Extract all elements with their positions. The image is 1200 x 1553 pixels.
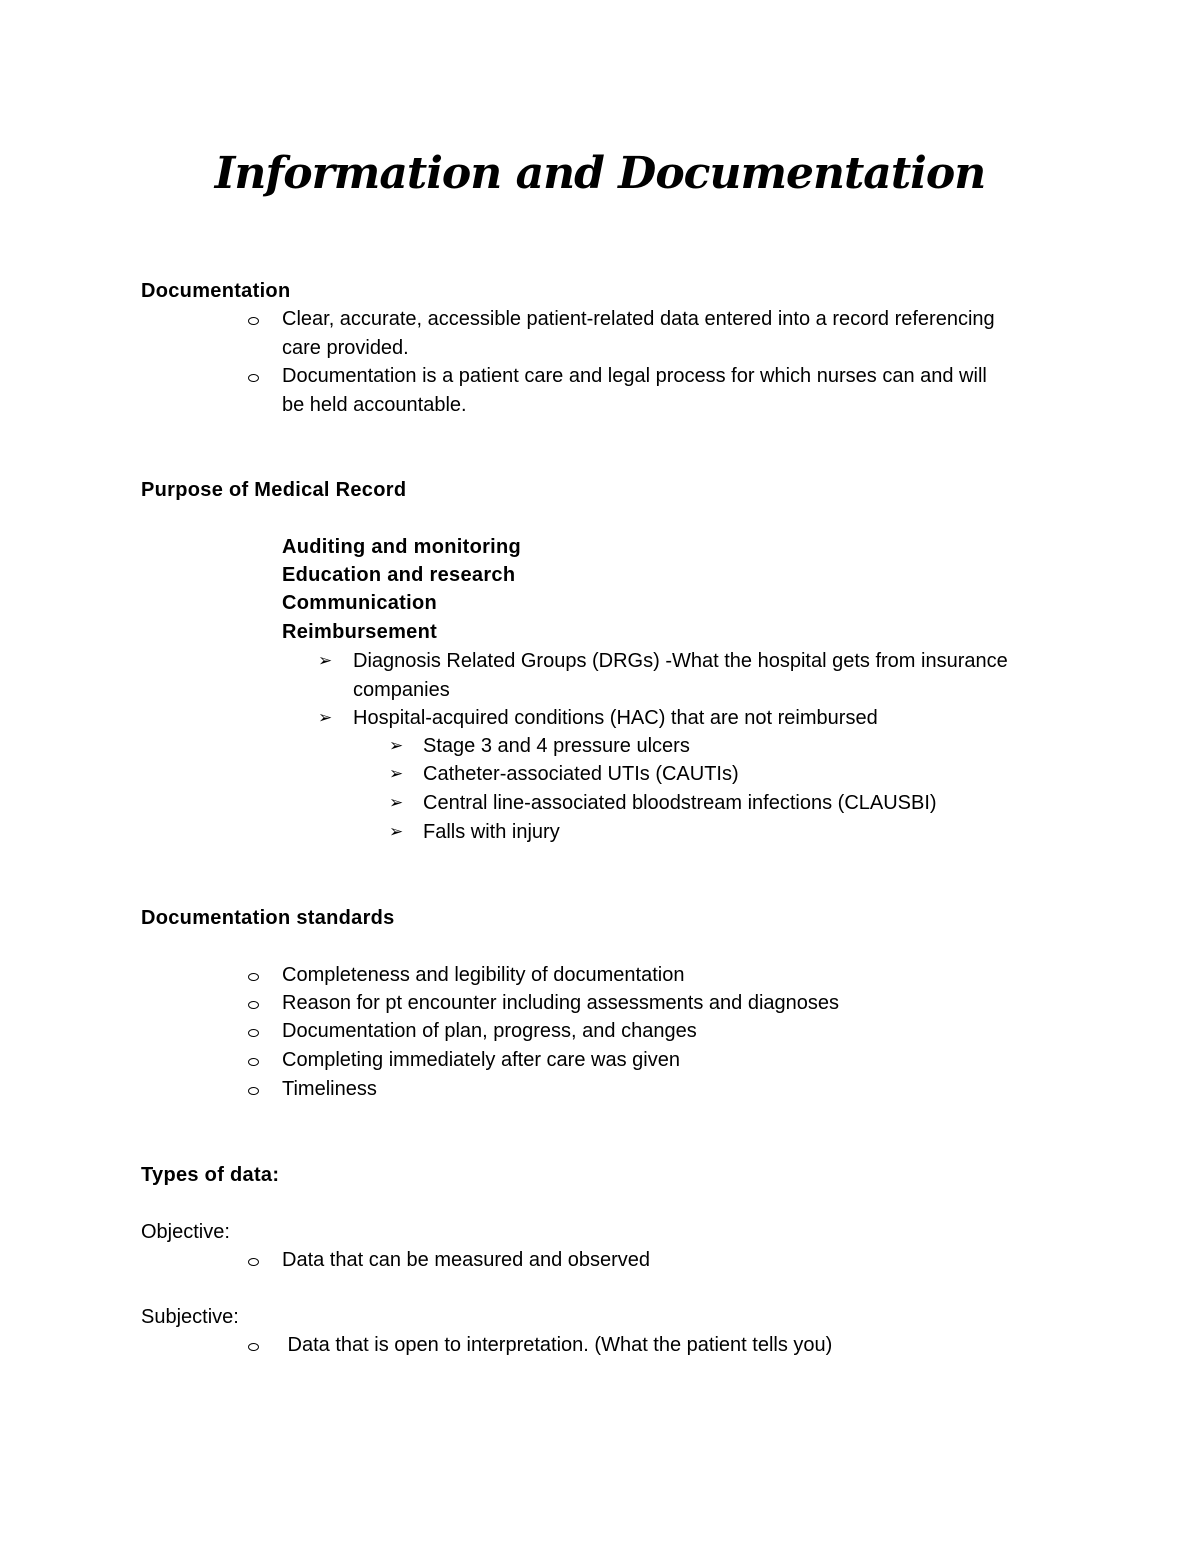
arrow-bullet-icon: ➢ bbox=[318, 651, 333, 670]
list-item bbox=[0, 305, 1200, 365]
list-item-text: Diagnosis Related Groups (DRGs) -What the hospital gets from insurance bbox=[353, 650, 1008, 672]
heading-types-of-data: Types of data: bbox=[141, 1164, 280, 1186]
arrow-bullet-icon: ➢ bbox=[318, 708, 333, 727]
list-item-text: Completeness and legibility of documentation bbox=[282, 964, 685, 986]
purpose-item-reimbursement: Reimbursement bbox=[282, 621, 438, 643]
list-item-text: Documentation of plan, progress, and changes bbox=[282, 1020, 697, 1042]
list-item bbox=[0, 1075, 1200, 1104]
list-item-text: Timeliness bbox=[282, 1078, 377, 1100]
list-item-text: Central line-associated bloodstream infections (CLAUSBI) bbox=[423, 792, 937, 814]
list-item bbox=[0, 789, 1200, 818]
list-item-text-continued: companies bbox=[353, 679, 450, 701]
list-item-text: Completing immediately after care was given bbox=[282, 1049, 680, 1071]
hollow-bullet-icon bbox=[248, 317, 259, 325]
purpose-item-auditing: Auditing and monitoring bbox=[282, 536, 522, 558]
hollow-bullet-icon bbox=[248, 374, 259, 382]
list-item bbox=[0, 1246, 1200, 1275]
hollow-bullet-icon bbox=[248, 1058, 259, 1066]
purpose-item-education: Education and research bbox=[282, 564, 516, 586]
arrow-bullet-icon: ➢ bbox=[389, 764, 404, 783]
hollow-bullet-icon bbox=[248, 1001, 259, 1009]
objective-label: Objective: bbox=[141, 1221, 230, 1243]
hollow-bullet-icon bbox=[248, 973, 259, 981]
list-item bbox=[0, 1017, 1200, 1046]
list-item bbox=[0, 732, 1200, 761]
hollow-bullet-icon bbox=[248, 1029, 259, 1037]
heading-purpose-of-medical-record: Purpose of Medical Record bbox=[141, 479, 407, 501]
list-item-text: Catheter-associated UTIs (CAUTIs) bbox=[423, 763, 739, 785]
list-item-text-continued: care provided. bbox=[282, 336, 409, 359]
heading-documentation: Documentation bbox=[141, 280, 291, 302]
list-item-text: Data that is open to interpretation. (What the patient tells you) bbox=[282, 1334, 833, 1356]
list-item-text: Stage 3 and 4 pressure ulcers bbox=[423, 735, 690, 757]
list-item-text: Clear, accurate, accessible patient-related data entered into a record referencing bbox=[282, 308, 995, 330]
arrow-bullet-icon: ➢ bbox=[389, 736, 404, 755]
hollow-bullet-icon bbox=[248, 1258, 259, 1266]
heading-documentation-standards: Documentation standards bbox=[141, 907, 395, 929]
list-item bbox=[0, 989, 1200, 1018]
arrow-bullet-icon: ➢ bbox=[389, 793, 404, 812]
hollow-bullet-icon bbox=[248, 1343, 259, 1351]
purpose-item-communication: Communication bbox=[282, 592, 438, 614]
arrow-bullet-icon: ➢ bbox=[389, 822, 404, 841]
list-item bbox=[0, 961, 1200, 990]
list-item bbox=[0, 1331, 1200, 1360]
list-item bbox=[0, 362, 1200, 422]
list-item-text: Data that can be measured and observed bbox=[282, 1249, 651, 1271]
page-title: Information and Documentation bbox=[214, 148, 986, 199]
list-item-text: Reason for pt encounter including assessments and diagnoses bbox=[282, 992, 840, 1014]
list-item bbox=[0, 818, 1200, 847]
list-item bbox=[0, 1046, 1200, 1075]
list-item-text: Hospital-acquired conditions (HAC) that are not reimbursed bbox=[353, 707, 878, 729]
subjective-label: Subjective: bbox=[141, 1306, 239, 1328]
list-item bbox=[0, 760, 1200, 789]
list-item-text: Falls with injury bbox=[423, 821, 560, 843]
hollow-bullet-icon bbox=[248, 1087, 259, 1095]
list-item-text: Documentation is a patient care and legal process for which nurses can and will bbox=[282, 365, 987, 387]
list-item-text-continued: be held accountable. bbox=[282, 393, 467, 416]
list-item bbox=[0, 647, 1200, 705]
list-item bbox=[0, 704, 1200, 733]
